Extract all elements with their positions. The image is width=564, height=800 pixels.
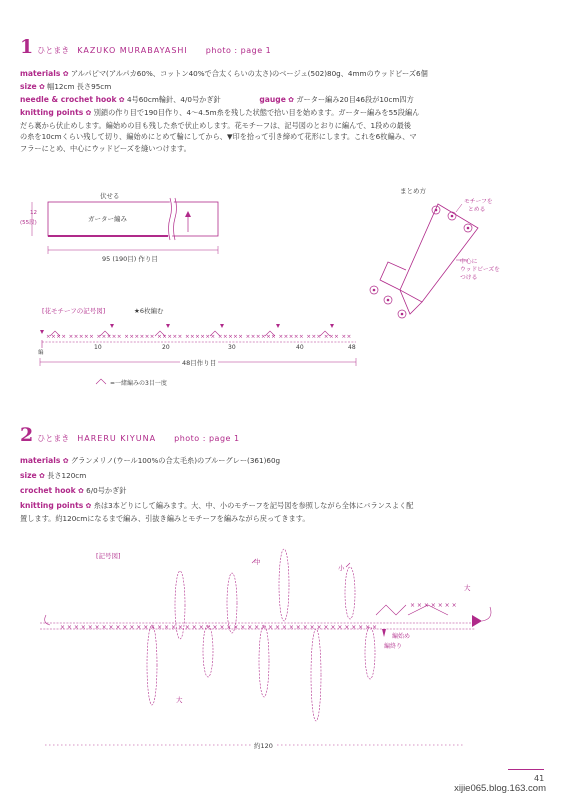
section2-materials: materials ✿ グランメリノ(ウール100%の合太毛糸)のブルーグレー(361)60g xyxy=(20,456,281,465)
flower-start-mark: 編 xyxy=(38,350,44,356)
section1-author: KAZUKO MURABAYASHI xyxy=(77,46,188,55)
section1-title: ひとまき xyxy=(37,46,70,55)
flower-bullet-icon: ✿ xyxy=(85,502,92,510)
bind-off-label: 伏せる xyxy=(100,192,120,200)
section1-materials: materials ✿ アルパピマ(アルパカ60%、コットン40%で合太くらいの太さ)のベージュ(502)80g、4mmのウッドビーズ6個 xyxy=(20,69,428,78)
page-rule xyxy=(508,769,544,770)
section1-size: size ✿ 幅12cm 長さ95cm xyxy=(20,82,112,91)
flower-bullet-icon: ✿ xyxy=(62,457,69,465)
section2-author: HARERU KIYUNA xyxy=(77,434,157,443)
section2-hook: crochet hook ✿ 6/0号かぎ針 xyxy=(20,486,127,495)
label-end: 編終り xyxy=(384,643,403,650)
flower-bullet-icon: ✿ xyxy=(39,83,45,91)
section2-chart xyxy=(20,545,540,760)
label-small: 小 xyxy=(338,564,345,572)
section2-number: 2 xyxy=(20,424,34,446)
flower-bullet-icon: ✿ xyxy=(288,96,295,104)
flower-legend: =一緒編みの3目一度 xyxy=(110,380,167,387)
flower-width-label: 48目作り目 xyxy=(182,359,217,367)
source-url: xijie065.blog.163.com xyxy=(454,783,546,794)
label-start: 編始め xyxy=(392,633,411,640)
svg-text:× × × × × × × × × × × × × × ×: × × × × × × × × × × × × × × × × × × × × × × × × × × × × × × × × × × × × × × × × × × × × × × xyxy=(60,624,378,631)
flower-chart-count: ★6枚編む xyxy=(134,307,164,315)
flower-chart-title: [花モチーフの記号図] xyxy=(42,307,106,315)
section2-header xyxy=(20,424,240,446)
garter-label: ガーター編み xyxy=(88,215,127,223)
flower-motif-chart: [花モチーフの記号図] ★6枚編む ×××× ××××× ××××× ×××××× ××××× ×××××× ××××× ×××××× ××××× ××× ××× ×× 編 10 20 30 40 48 48目作り目 =一緒編みの3目一度 xyxy=(38,307,356,387)
section2-title: ひとまき xyxy=(37,434,70,443)
label-large: 大 xyxy=(464,584,471,592)
section2-size: size ✿ 長さ120cm xyxy=(20,471,87,480)
label-large2: 大 xyxy=(176,696,183,704)
label-middle: 中 xyxy=(254,558,261,566)
section2-photo-ref: photo : page 1 xyxy=(174,434,240,443)
section2-points: knitting points ✿ 糸は3本どりにして編みます。大、中、小のモチーフを記号図を参照しながら全体にバランスよく配 置します。約120cmになるまで編み、引抜き編みとモチーフを編みながら戻ってきます。 xyxy=(20,501,414,523)
chart-length: 約120 xyxy=(254,742,273,750)
flower-bullet-icon: ✿ xyxy=(85,109,92,117)
section2-chart-title: [記号図] xyxy=(96,552,121,560)
flower-bullet-icon: ✿ xyxy=(77,487,84,495)
section1-number: 1 xyxy=(20,36,34,58)
width-label: 95 (190目) 作り目 xyxy=(102,255,158,263)
section1-hook: needle & crochet hook ✿ 4号60cm輪針、4/0号かぎ針 gauge ✿ ガーター編み20目46段が10cm四方 xyxy=(20,95,414,104)
rows-label: (55段) xyxy=(20,220,37,226)
section1-header xyxy=(20,36,271,58)
flower-bullet-icon: ✿ xyxy=(62,70,69,78)
section1-photo-ref: photo : page 1 xyxy=(205,46,272,55)
assembly-title: まとめ方 xyxy=(400,187,426,195)
assembly-diagram: まとめ方 モチーフを とめる 中心に ウッドビーズを つける xyxy=(360,182,540,327)
flower-bullet-icon: ✿ xyxy=(118,96,125,104)
height-label: 12 xyxy=(30,210,37,216)
flower-bullet-icon: ✿ xyxy=(39,472,45,480)
svg-text:×××× ××××× ××××× ×××××× ×××××: ×××× ××××× ××××× ×××××× ××××× ×××××× ××××× ×××××× ××××× ××× ××× ×× xyxy=(46,334,352,340)
page-number: 41 xyxy=(534,774,545,783)
section1-points: knitting points ✿ 別鎖の作り目で190目作り、4〜4.5m糸を残した状態で拾い目を始めます。ガーター編みを55段編ん だら裏から伏止めします。編始めの目も残した糸で伏止めします。花モチーフは、記号図のとおりに編んで、1段めの最後 の糸を10cmくらい残して切り、編始めにとめて輪にしてから、▼印を拾って引き締めて花形にします。これを6枚編み、マ フラーにとめ、中心にウッドビーズを縫いつけます。 xyxy=(20,108,420,153)
garter-diagram xyxy=(20,188,230,268)
svg-text:× × × × × × ×: × × × × × × × xyxy=(410,602,457,609)
